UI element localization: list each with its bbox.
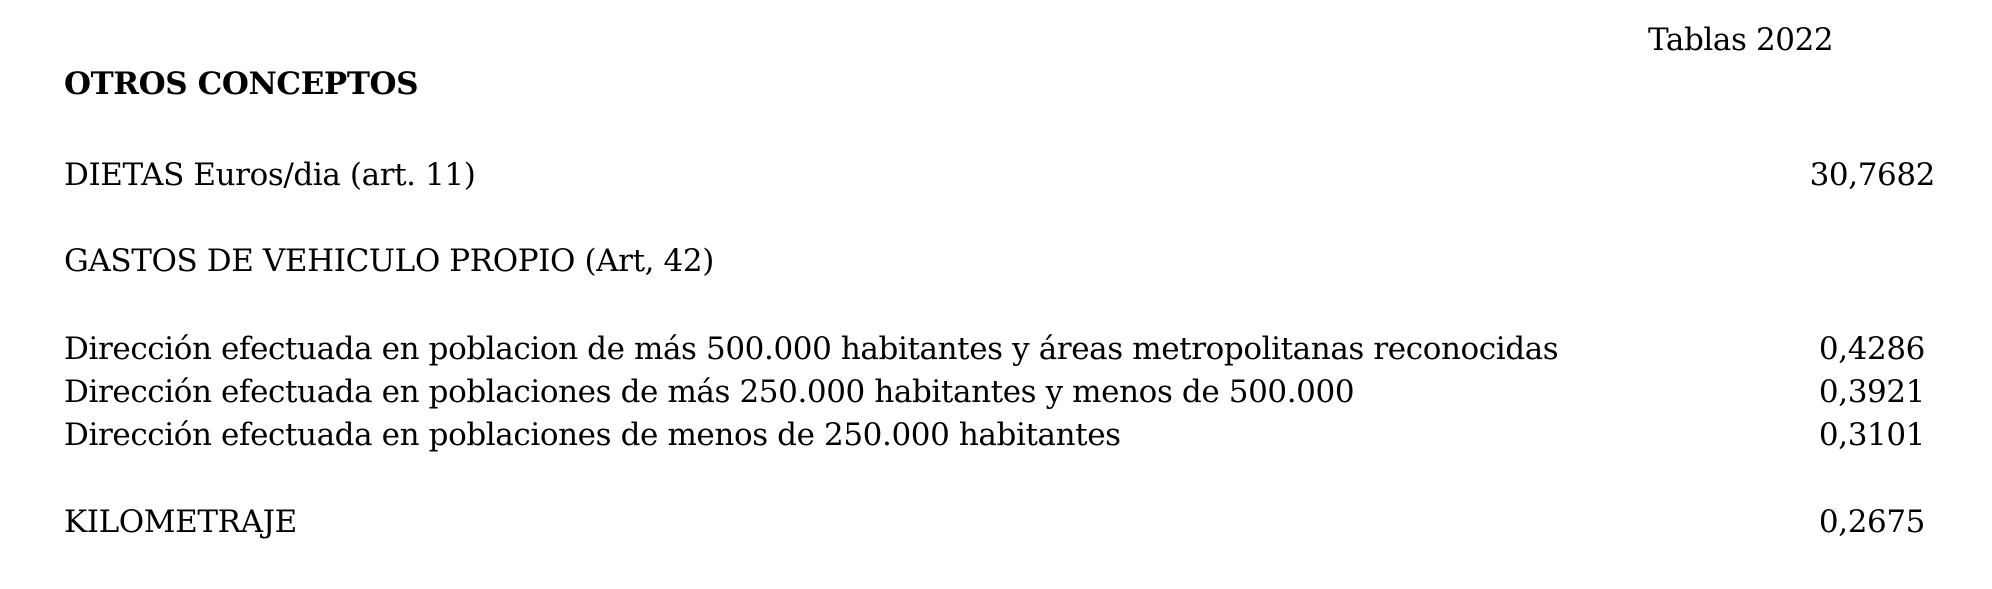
- vehiculo-row-value: 0,4286: [1818, 331, 1925, 367]
- vehiculo-row-value: 0,3921: [1818, 374, 1925, 410]
- kilometraje-label: KILOMETRAJE: [64, 504, 297, 540]
- vehiculo-heading: GASTOS DE VEHICULO PROPIO (Art, 42): [64, 243, 714, 279]
- dietas-value: 30,7682: [1809, 157, 1935, 193]
- vehiculo-row-label: Dirección efectuada en poblaciones de más 250.000 habitantes y menos de 500.000: [64, 374, 1355, 410]
- table-year-label: Tablas 2022: [1648, 22, 1834, 58]
- dietas-label: DIETAS Euros/dia (art. 11): [64, 157, 476, 193]
- vehiculo-row-label: Dirección efectuada en poblaciones de menos de 250.000 habitantes: [64, 417, 1121, 453]
- vehiculo-row-value: 0,3101: [1818, 417, 1925, 453]
- kilometraje-value: 0,2675: [1818, 504, 1925, 540]
- vehiculo-row-label: Dirección efectuada en poblacion de más 500.000 habitantes y áreas metropolitanas reconocidas: [64, 331, 1559, 367]
- section-title: OTROS CONCEPTOS: [64, 66, 419, 102]
